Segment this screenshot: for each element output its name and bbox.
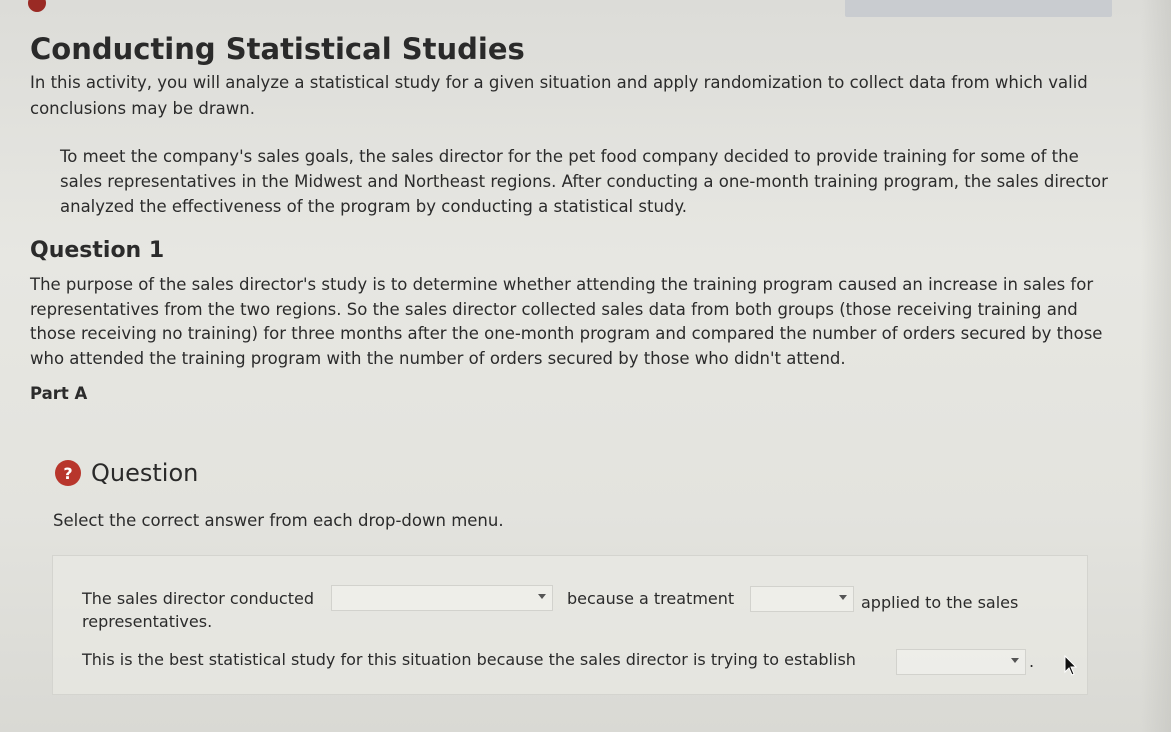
- scenario-text: To meet the company's sales goals, the sales director for the pet food company decided to provide training for some of the sales representatives in the Midwest and Northeast regions. After conducting a one-month training program, the sales director analyzed the effectiveness of the program by conducting a statistical study.: [60, 147, 1108, 216]
- page-title: Conducting Statistical Studies: [30, 32, 525, 66]
- answer-box: [52, 555, 1088, 695]
- question-1-text: The purpose of the sales director's study is to determine whether attending the training program caused an increase in sales for representatives from the two regions. So the sales director collected sales data from both groups (those receiving training and those receiving no training) for three months after the one-month program and compared the number of orders secured by those who attended the training program with the number of orders secured by those who didn't attend.: [30, 275, 1103, 368]
- intro-text: In this activity, you will analyze a statistical study for a given situation and apply randomization to collect data from which valid conclusions may be drawn.: [30, 73, 1088, 118]
- sentence-2-text: This is the best statistical study for this situation because the sales director is trying to establish: [82, 650, 856, 669]
- sentence-1-continuation: representatives.: [82, 612, 213, 631]
- sentence-2-end: .: [1029, 652, 1035, 671]
- top-toolbar: [845, 0, 1112, 17]
- page-edge-shadow: [1141, 0, 1171, 732]
- sentence-1-before: The sales director conducted: [82, 589, 314, 608]
- question-1-heading: Question 1: [30, 238, 165, 263]
- question-header: [55, 459, 198, 487]
- sentence-1-middle: because a treatment: [567, 589, 735, 608]
- top-strip: [0, 0, 1171, 18]
- logo-icon: [28, 0, 46, 12]
- treatment-dropdown[interactable]: [750, 586, 854, 612]
- caret-down-icon: [538, 594, 546, 599]
- caret-down-icon: [839, 595, 847, 600]
- study-type-dropdown[interactable]: [331, 585, 553, 611]
- question-label: Question: [91, 459, 199, 487]
- caret-down-icon: [1011, 658, 1019, 663]
- establish-dropdown[interactable]: [896, 649, 1026, 675]
- sentence-1-after: applied to the sales: [861, 593, 1019, 612]
- instruction-text: Select the correct answer from each drop-down menu.: [53, 511, 504, 530]
- part-a-label: Part A: [30, 384, 88, 403]
- mouse-pointer-icon: [1064, 655, 1078, 677]
- question-circle-icon: ?: [55, 460, 81, 486]
